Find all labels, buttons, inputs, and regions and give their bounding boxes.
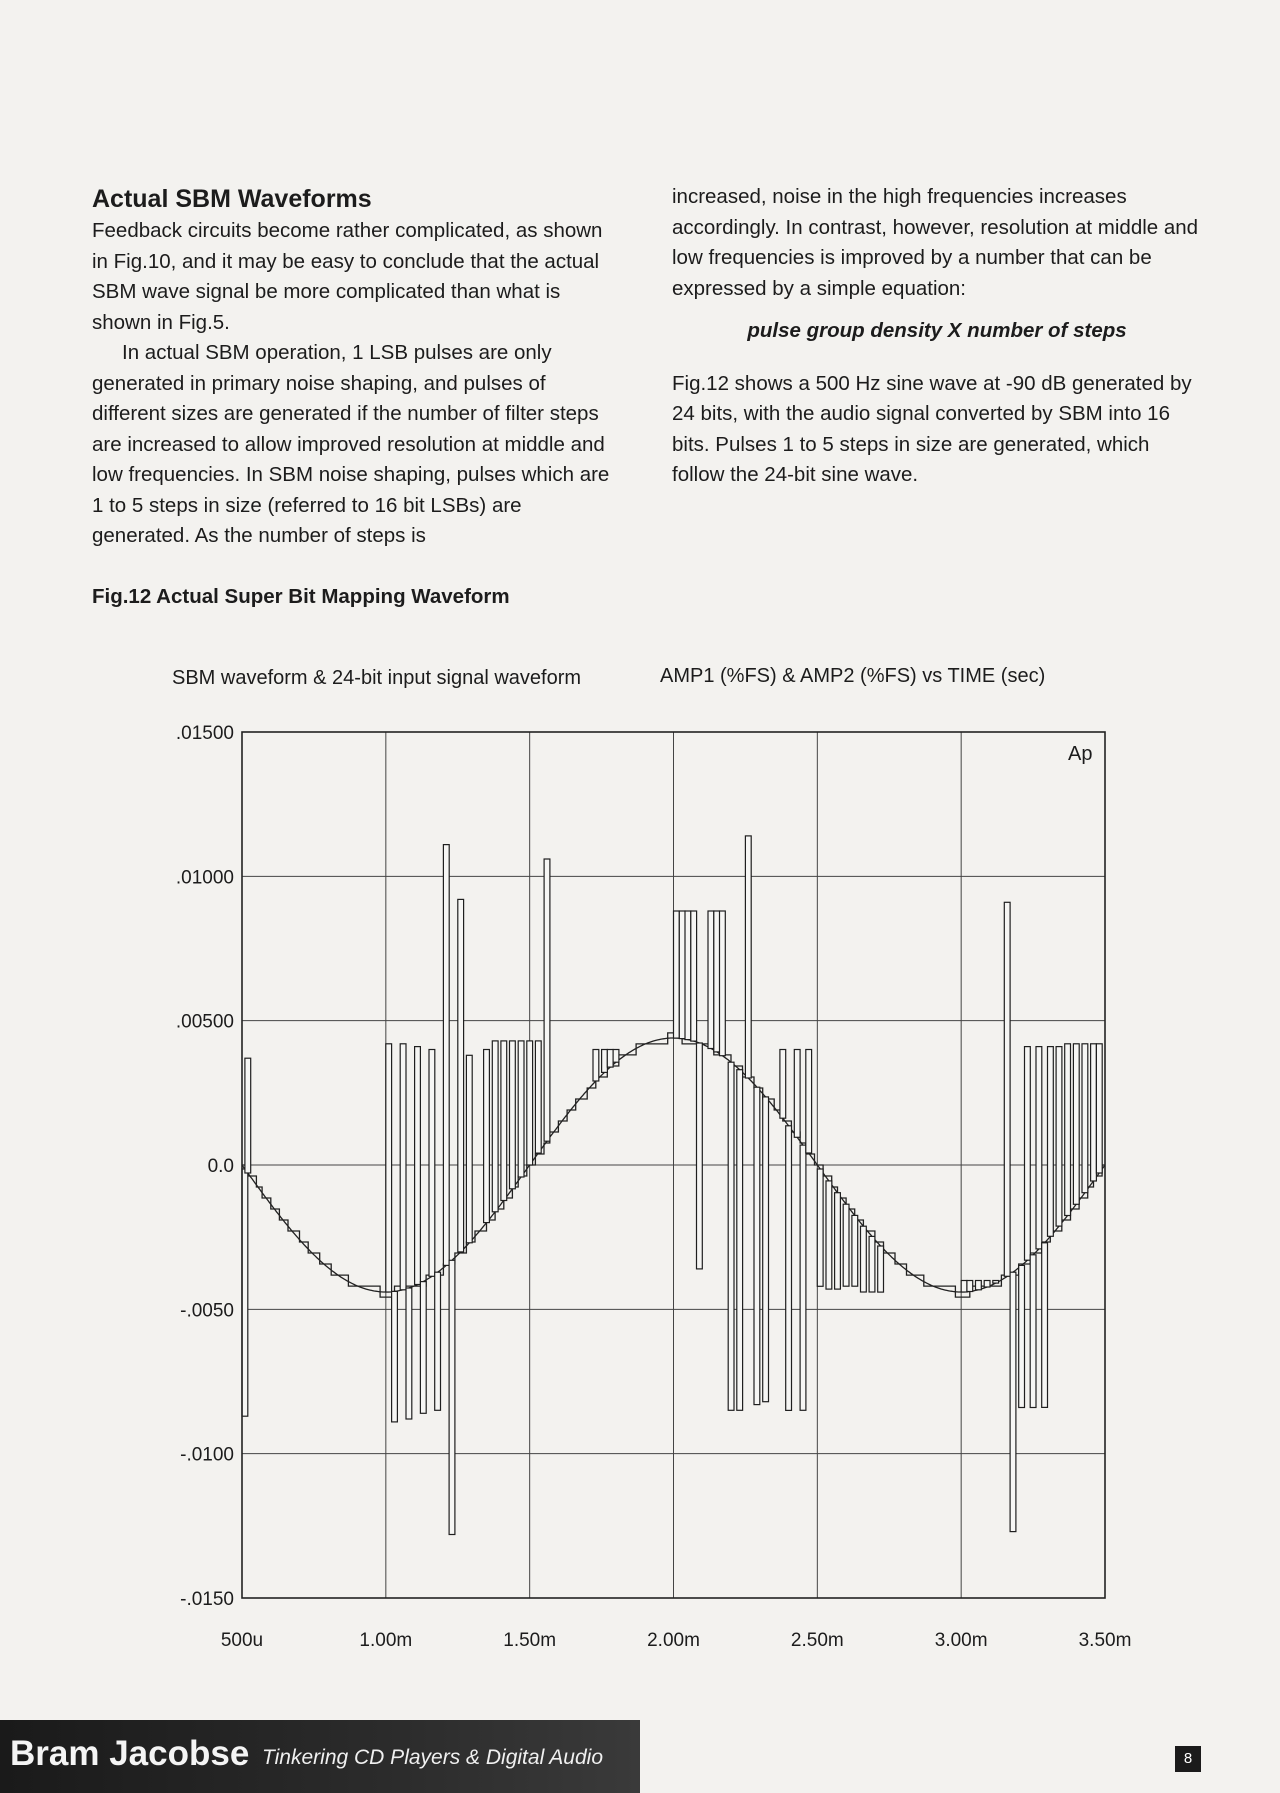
sbm-pulse — [458, 899, 464, 1252]
sbm-pulse — [786, 1126, 792, 1411]
sbm-pulse — [843, 1204, 849, 1286]
x-tick-label: 1.00m — [359, 1630, 413, 1651]
sbm-pulse — [745, 836, 751, 1078]
page-number: 8 — [1175, 1746, 1201, 1772]
sbm-pulse — [544, 859, 550, 1141]
x-tick-label: 2.00m — [647, 1630, 700, 1651]
sbm-pulse — [1073, 1044, 1079, 1205]
sbm-pulse — [492, 1041, 498, 1212]
sbm-pulse — [420, 1282, 426, 1414]
sbm-pulse — [679, 911, 685, 1039]
sbm-pulse — [527, 1041, 533, 1165]
chart-corner-label: Ap — [1068, 743, 1093, 765]
sbm-pulse — [443, 845, 449, 1266]
sbm-pulse — [780, 1050, 786, 1119]
paragraph: increased, noise in the high frequencies increases accordingly. In contrast, however, resolution at middle and low frequencies is improved by a number that can be expressed by a simple equation: — [672, 185, 1199, 300]
sbm-pulse — [697, 1043, 703, 1269]
sbm-pulse — [869, 1236, 875, 1292]
y-tick-label: -.0100 — [180, 1444, 234, 1466]
sbm-pulse — [613, 1050, 619, 1063]
sbm-pulse — [386, 1044, 392, 1292]
y-tick-label: 0.0 — [207, 1156, 234, 1177]
sbm-pulse — [406, 1288, 412, 1419]
sbm-pulse — [1010, 1272, 1016, 1531]
x-tick-label: 1.50m — [503, 1630, 557, 1651]
sbm-pulse — [852, 1215, 858, 1286]
y-tick-label: .00500 — [175, 1011, 234, 1033]
sbm-pulse — [1091, 1044, 1097, 1181]
sbm-pulse — [976, 1281, 982, 1290]
chart-title: AMP1 (%FS) & AMP2 (%FS) vs TIME (sec) — [660, 665, 1046, 687]
sbm-pulse — [510, 1041, 516, 1189]
footer-title: Tinkering CD Players & Digital Audio — [262, 1746, 604, 1769]
sbm-pulse — [993, 1281, 999, 1284]
sbm-pulse — [435, 1272, 441, 1410]
sbm-pulse — [392, 1291, 398, 1422]
y-tick-label: -.0150 — [180, 1589, 234, 1610]
sbm-pulse — [535, 1041, 541, 1153]
sbm-pulse — [691, 911, 697, 1041]
equation: pulse group density X number of steps — [747, 319, 1127, 342]
sbm-pulse — [415, 1047, 421, 1285]
sbm-pulse — [1056, 1047, 1062, 1227]
y-tick-label: .01500 — [175, 723, 234, 744]
section-heading: Actual SBM Waveforms — [92, 185, 372, 213]
sbm-pulse — [794, 1050, 800, 1138]
paragraph: In actual SBM operation, 1 LSB pulses are only generated in primary noise shaping, and pulses of different sizes are generated if the number of filter steps are increased to allow improved resolution at middle and low frequencies. In SBM noise shaping, pulses which are 1 to 5 steps in size (referred to 16 bit LSBs) are generated. As the number of steps is — [92, 341, 610, 547]
paragraph: Feedback circuits become rather complicated, as shown in Fig.10, and it may be easy to conclude that the actual SBM wave signal be more complicated than what is shown in Fig.5. — [92, 219, 603, 334]
sbm-pulse — [826, 1181, 832, 1289]
sbm-pulse — [708, 911, 714, 1049]
sbm-pulse — [501, 1041, 507, 1201]
sbm-pulse — [484, 1050, 490, 1223]
sbm-pulse — [1004, 902, 1010, 1276]
y-tick-label: .01000 — [175, 867, 234, 889]
y-tick-label: -.0050 — [180, 1300, 234, 1322]
sbm-pulse — [1048, 1047, 1054, 1237]
sbm-pulse — [806, 1050, 812, 1154]
sbm-pulse — [1019, 1265, 1025, 1407]
sbm-pulse — [593, 1050, 599, 1082]
sbm-pulse — [1096, 1044, 1102, 1173]
sbm-pulse — [800, 1145, 806, 1410]
sbm-pulse — [967, 1281, 973, 1292]
footer-bar — [0, 1720, 640, 1793]
x-tick-label: 2.50m — [790, 1630, 844, 1651]
chart-subtitle: SBM waveform & 24-bit input signal waveform — [172, 667, 582, 689]
sbm-pulse — [714, 911, 720, 1052]
sbm-pulse — [1036, 1047, 1042, 1249]
sbm-pulse — [429, 1050, 435, 1277]
sbm-pulse — [607, 1050, 613, 1068]
sbm-pulse — [466, 1055, 472, 1243]
sbm-pulse — [449, 1260, 455, 1534]
sbm-pulse — [737, 1070, 743, 1411]
sbm-pulse — [1025, 1047, 1031, 1261]
sbm-pulse — [1082, 1044, 1088, 1193]
chart-grid — [242, 732, 1105, 1598]
sbm-pulse — [242, 1169, 248, 1416]
sbm-pulse — [1065, 1044, 1071, 1216]
sbm-pulse — [674, 911, 680, 1038]
sbm-pulse — [518, 1041, 524, 1177]
sbm-pulse — [763, 1097, 769, 1402]
sbm-pulse — [685, 911, 691, 1040]
footer-author: Bram Jacobse — [10, 1734, 250, 1773]
sbm-pulse — [817, 1169, 823, 1286]
paragraph: Fig.12 shows a 500 Hz sine wave at -90 dB generated by 24 bits, with the audio signal converted by SBM into 16 bits. Pulses 1 to 5 steps in size are generated, which follow the 24-bit sine wave. — [672, 371, 1192, 486]
x-axis-ticks — [221, 1630, 1132, 1651]
sbm-pulse — [878, 1246, 884, 1292]
sbm-pulse — [961, 1281, 967, 1293]
sbm-pulse — [754, 1087, 760, 1404]
sbm-pulse — [861, 1226, 867, 1292]
y-axis-ticks — [176, 723, 234, 1610]
sbm-pulse — [1030, 1255, 1036, 1408]
x-tick-label: 3.00m — [934, 1630, 988, 1651]
sbm-pulse — [245, 1058, 251, 1173]
sbm-pulse — [720, 911, 726, 1056]
sbm-pulse — [835, 1193, 841, 1289]
sbm-pulse — [400, 1044, 406, 1290]
sbm-pulse — [602, 1050, 608, 1073]
sbm-pulse — [984, 1281, 990, 1288]
figure-caption: Fig.12 Actual Super Bit Mapping Waveform — [92, 585, 510, 608]
sbm-pulse — [1042, 1243, 1048, 1408]
x-tick-label: 500u — [220, 1630, 264, 1651]
sbm-pulse — [728, 1062, 734, 1410]
x-tick-label: 3.50m — [1078, 1630, 1132, 1651]
